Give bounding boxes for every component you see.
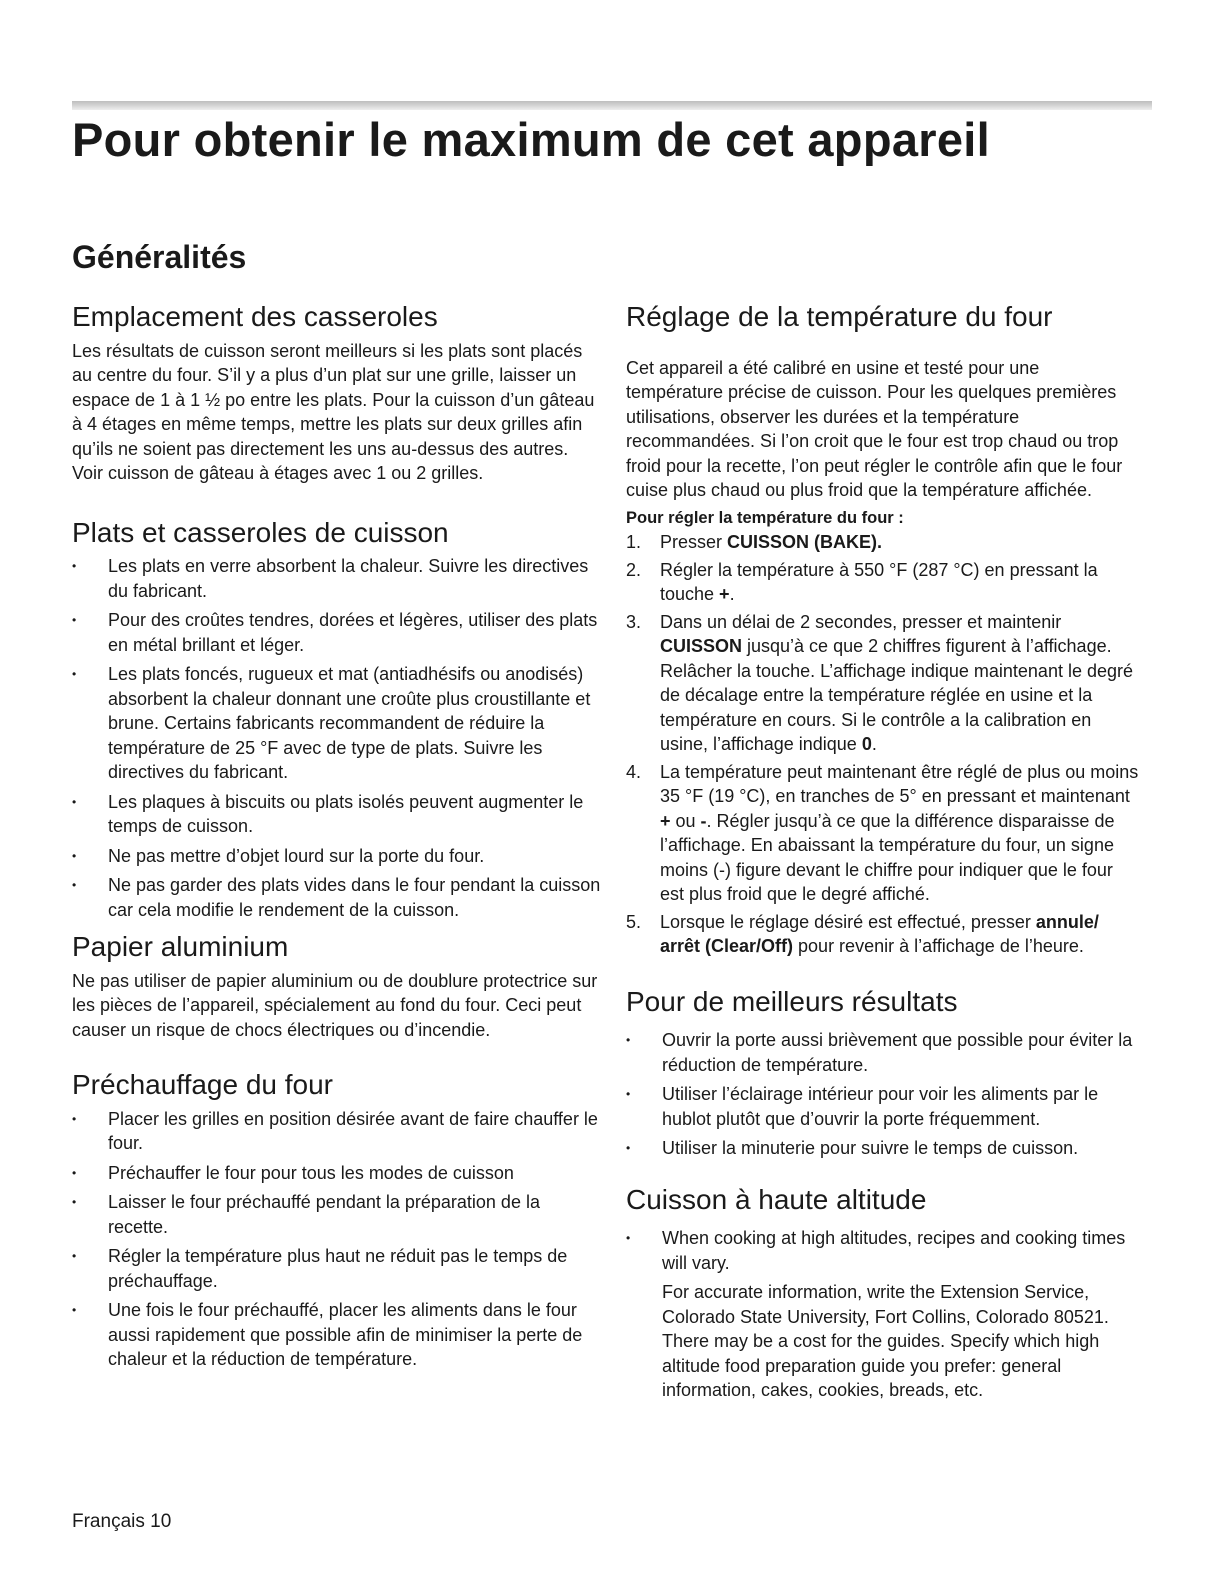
step-number: 4. <box>626 761 642 782</box>
step-text: Lorsque le réglage désiré est effectué, presser <box>660 911 1036 932</box>
step-item <box>626 760 1141 907</box>
steps-lead: Pour régler la température du four : <box>626 508 904 527</box>
paragraph-papier: Ne pas utiliser de papier aluminium ou de doublure protectrice sur les pièces de l’appareil, spécialement au fond du four. Ceci peut causer un risque de chocs électriques ou d’incendie. <box>72 970 598 1040</box>
key-label: CUISSON (BAKE). <box>727 532 883 553</box>
list-item: • Ne pas garder des plats vides dans le four pendant la cuisson car cela modifie le rendement de la cuisson. <box>72 873 602 922</box>
page-footer: Français 10 <box>72 1511 172 1532</box>
list-item: • Ouvrir la porte aussi brièvement que possible pour éviter la réduction de température. <box>626 1028 1141 1077</box>
step-number: 1. <box>626 532 642 553</box>
key-label: CUISSON <box>660 636 743 657</box>
step-text: Presser <box>660 532 728 553</box>
left-column <box>72 300 602 1377</box>
list-plats <box>72 554 602 922</box>
step-number: 5. <box>626 911 642 932</box>
list-item: • When cooking at high altitudes, recipes and cooking times will vary. <box>626 1226 1141 1275</box>
header-rule <box>72 101 1152 110</box>
paragraph-reglage: Cet appareil a été calibré en usine et testé pour une température précise de cuisson. Pour les quelques premières utilisations, observer les durées et la température recommandées. Si l’on croit que le four est trop chaud ou trop froid pour la recette, l’on peut régler le contrôle afin que le four cuise plus chaud ou plus froid que la température affichée. <box>626 357 1123 501</box>
step-text: ou <box>670 810 701 831</box>
step-text: pour revenir à l’affichage de l’heure. <box>793 936 1084 957</box>
key-label: 0 <box>861 734 872 755</box>
list-meilleurs <box>626 1028 1141 1161</box>
step-text: Régler la température à 550 °F (287 °C) en pressant la touche <box>660 559 1098 605</box>
step-text: Dans un délai de 2 secondes, presser et maintenir <box>660 611 1062 632</box>
step-number: 2. <box>626 559 642 580</box>
list-item: • Ne pas mettre d’objet lourd sur la porte du four. <box>72 844 602 869</box>
heading-altitude: Cuisson à haute altitude <box>626 1183 927 1215</box>
right-column <box>626 300 1141 1403</box>
list-altitude <box>626 1226 1141 1275</box>
list-item: • Les plats en verre absorbent la chaleur. Suivre les directives du fabricant. <box>72 554 602 603</box>
list-item: • Pour des croûtes tendres, dorées et légères, utiliser des plats en métal brillant et léger. <box>72 608 602 657</box>
heading-plats: Plats et casseroles de cuisson <box>72 516 449 548</box>
key-label: annule/ arrêt (Clear/Off) <box>660 911 1099 957</box>
page-title: Pour obtenir le maximum de cet appareil <box>72 113 991 166</box>
step-item <box>626 530 1141 555</box>
list-item: • Utiliser l’éclairage intérieur pour voir les aliments par le hublot plutôt que d’ouvrir la porte fréquemment. <box>626 1082 1141 1131</box>
step-text: . Régler jusqu’à ce que la différence disparaisse de l’affichage. En abaissant la température du four, un signe moins (-) figure devant le chiffre pour indiquer que le four est plus froid que le degré affiché. <box>660 810 1115 905</box>
section-title: Généralités <box>72 239 247 275</box>
list-prechauffage <box>72 1107 602 1372</box>
step-text: . <box>871 734 877 755</box>
heading-prechauffage: Préchauffage du four <box>72 1069 334 1101</box>
step-number: 3. <box>626 611 642 632</box>
step-item <box>626 610 1141 757</box>
key-label: - <box>700 810 707 831</box>
list-item: • Une fois le four préchauffé, placer les aliments dans le four aussi rapidement que possible afin de minimiser la perte de chaleur et la réduction de température. <box>72 1298 602 1372</box>
step-item <box>626 910 1141 959</box>
paragraph-altitude: For accurate information, write the Extension Service, Colorado State University, Fort Collins, Colorado 80521. There may be a cost for the guides. Specify which high altitude food preparation guide you prefer: general information, cakes, cookies, breads, etc. <box>662 1282 1109 1401</box>
step-text: . <box>729 584 735 605</box>
key-label: + <box>719 584 730 605</box>
step-text: jusqu’à ce que 2 chiffres figurent à l’affichage. Relâcher la touche. L’affichage indique maintenant le degré de décalage entre la température réglée en usine et la température en cours. Si le contrôle a la calibration en usine, l’affichage indique <box>660 636 1134 755</box>
list-item: • Utiliser la minuterie pour suivre le temps de cuisson. <box>626 1136 1141 1161</box>
list-item: • Les plats foncés, rugueux et mat (antiadhésifs ou anodisés) absorbent la chaleur donnant une croûte plus croustillante et brune. Certains fabricants recommandent de réduire la température de 25 °F avec de type de plats. Suivre les directives du fabricant. <box>72 662 602 785</box>
steps-list <box>626 530 1141 959</box>
paragraph-emplacement: Les résultats de cuisson seront meilleurs si les plats sont placés au centre du four. S’il y a plus d’un plat sur une grille, laisser un espace de 1 à 1 ½ po entre les plats. Pour la cuisson d’un gâteau à 4 étages en même temps, mettre les plats sur deux grilles afin qu’ils ne soient pas directement les uns au-dessus des autres. Voir cuisson de gâteau à étages avec 1 ou 2 grilles. <box>72 340 595 484</box>
heading-reglage: Réglage de la température du four <box>626 301 1053 332</box>
heading-papier: Papier aluminium <box>72 931 289 963</box>
list-item: • Laisser le four préchauffé pendant la préparation de la recette. <box>72 1190 602 1239</box>
list-item: • Placer les grilles en position désirée avant de faire chauffer le four. <box>72 1107 602 1156</box>
key-label: + <box>660 810 671 831</box>
heading-meilleurs: Pour de meilleurs résultats <box>626 985 958 1017</box>
heading-emplacement: Emplacement des casseroles <box>72 301 438 332</box>
list-item: • Préchauffer le four pour tous les modes de cuisson <box>72 1161 602 1186</box>
list-item: • Régler la température plus haut ne réduit pas le temps de préchauffage. <box>72 1244 602 1293</box>
step-text: La température peut maintenant être réglé de plus ou moins 35 °F (19 °C), en tranches de 5° en pressant et maintenant <box>660 761 1139 807</box>
list-item: • Les plaques à biscuits ou plats isolés peuvent augmenter le temps de cuisson. <box>72 790 602 839</box>
step-item <box>626 558 1141 607</box>
